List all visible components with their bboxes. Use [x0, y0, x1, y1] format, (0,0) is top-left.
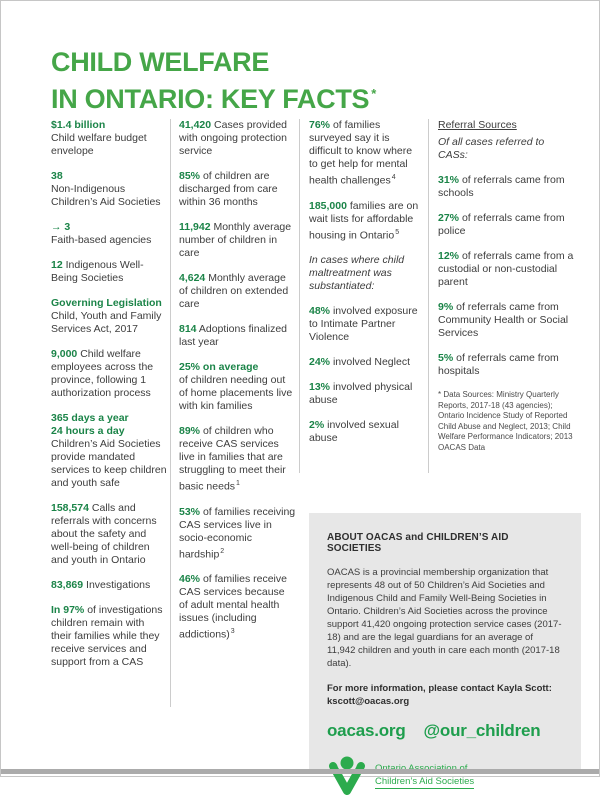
fact-column-families — [309, 119, 423, 457]
fact-text: involved sexual abuse — [309, 419, 399, 444]
fact-lead: 25% on average — [179, 361, 259, 373]
about-heading: ABOUT OACAS and CHILDREN’S AID SOCIETIES — [327, 532, 509, 554]
fact-item — [309, 254, 423, 293]
fact-text: of families receiving CAS services live in socio-economic hardship — [179, 505, 296, 560]
fact-item — [51, 579, 167, 592]
fact-column-system — [51, 119, 167, 681]
fact-text: families are on wait lists for affordable housing in Ontario — [309, 199, 419, 241]
fact-text: of families surveyed say it is difficult to know where to get help for mental health challenges — [309, 119, 413, 187]
fact-item — [179, 425, 296, 494]
footnote-reference: 2 — [220, 547, 225, 555]
fact-lead: 5% — [438, 352, 454, 364]
fact-text: Child welfare employees across the province, following 1 authorization process — [51, 348, 154, 399]
fact-lead: 31% — [438, 174, 460, 186]
fact-column-care — [179, 119, 296, 654]
page-title — [51, 47, 376, 115]
fact-text: of investigations children remain with their families while they receive services and support from a CAS — [51, 604, 163, 668]
fact-item — [179, 506, 296, 562]
links-row — [327, 721, 563, 741]
contact-email: kscott@oacas.org — [327, 696, 410, 707]
fact-lead: 814 — [179, 323, 197, 335]
fact-item — [51, 297, 167, 336]
fact-lead: 12 — [51, 259, 63, 271]
footnote-reference: 1 — [236, 480, 240, 487]
fact-text: Calls and referrals with concerns about the safety and well-being of children and youth in Ontario — [51, 502, 157, 566]
fact-item — [438, 119, 576, 132]
fact-item — [438, 136, 576, 162]
fact-lead: → 3 — [51, 221, 71, 233]
fact-item — [309, 356, 423, 369]
fact-column-referrals — [438, 119, 576, 465]
column-divider-2 — [299, 119, 300, 473]
fact-lead: 46% — [179, 573, 201, 585]
fact-lead: $1.4 billion — [51, 119, 106, 131]
website-link[interactable]: oacas.org — [327, 721, 406, 740]
fact-item — [179, 221, 296, 260]
fact-item — [51, 170, 167, 209]
fact-item — [51, 502, 167, 567]
fact-item — [438, 352, 576, 378]
footnote-reference: 3 — [230, 628, 235, 635]
contact-info — [327, 682, 563, 708]
fact-text: In cases where child maltreatment was substantiated: — [309, 254, 405, 292]
fact-lead: 24 hours a day — [51, 425, 125, 437]
footnote-reference: 4 — [391, 174, 396, 181]
fact-lead: 9,000 — [51, 348, 78, 360]
fact-text: Cases provided with ongoing protection service — [179, 119, 288, 157]
fact-text: involved exposure to Intimate Partner Violence — [309, 305, 418, 343]
fact-item — [438, 250, 576, 289]
fact-text: of families receive CAS services because of adult mental health issues (including addictions) — [179, 573, 287, 641]
oacas-logo-text — [375, 762, 474, 788]
fact-item — [51, 119, 167, 158]
fact-text: of referrals came from hospitals — [438, 352, 559, 377]
fact-lead: 41,420 — [179, 119, 212, 131]
about-body: OACAS is a provincial membership organization that represents 48 out of 50 Children’s Aid Societies and Indigenous Child and Family Well-Being Societies in Ontario. Children’s Aid Societies across the province support 41,420 ongoing protection service cases (2017-18) and are the legal guardians for an average of 11,942 children and youth in care each month (2017-18 data). — [327, 567, 562, 669]
fact-item — [179, 272, 296, 311]
fact-text: Monthly average number of children in care — [179, 221, 292, 259]
fact-text: Monthly average of children on extended care — [179, 272, 289, 310]
fact-item — [309, 381, 423, 407]
fact-text: Referral Sources — [438, 119, 517, 131]
fact-item — [179, 361, 296, 413]
fact-text: Non-Indigenous Children’s Aid Societies — [51, 183, 161, 208]
data-sources-footnote — [438, 390, 576, 453]
fact-text: of children needing out of home placements live with kin families — [179, 374, 293, 412]
fact-lead: 185,000 — [309, 199, 347, 212]
fact-text: Faith-based agencies — [51, 234, 152, 246]
logo-text-line-2: Children’s Aid Societies — [375, 776, 475, 787]
fact-item — [309, 419, 423, 445]
fact-lead: 27% — [438, 212, 460, 224]
fact-text: Indigenous Well-Being Societies — [51, 259, 144, 284]
fact-text: involved physical abuse — [309, 381, 413, 406]
fact-item — [179, 170, 296, 209]
fact-text: Adoptions finalized last year — [179, 323, 288, 348]
fact-lead: 38 — [51, 170, 63, 182]
fact-item — [51, 604, 167, 669]
fact-text: Child, Youth and Family Services Act, 2017 — [51, 310, 162, 335]
fact-lead: 48% — [309, 305, 331, 317]
fact-text: Investigations — [86, 579, 151, 591]
fact-lead: Governing Legislation — [51, 297, 162, 309]
fact-text: Child welfare budget envelope — [51, 132, 147, 157]
page-bottom-edge — [1, 769, 599, 774]
fact-item — [51, 348, 167, 400]
oacas-logo — [327, 753, 563, 797]
title-footnote-marker: * — [371, 86, 376, 101]
column-divider-3 — [428, 119, 429, 473]
fact-lead: In 97% — [51, 604, 85, 616]
fact-item — [309, 305, 423, 344]
fact-text: involved Neglect — [332, 356, 410, 368]
fact-lead: 4,624 — [179, 272, 206, 284]
fact-text: of referrals came from Community Health or Social Services — [438, 301, 569, 339]
fact-lead: 89% — [179, 425, 201, 437]
fact-text: Children’s Aid Societies provide mandated services to keep children and youth safe — [51, 438, 167, 489]
title-line-2: IN ONTARIO: KEY FACTS — [51, 84, 370, 114]
about-box — [309, 513, 581, 787]
fact-lead: 85% — [179, 170, 201, 182]
fact-lead: 11,942 — [179, 221, 211, 233]
fact-lead: 13% — [309, 381, 331, 393]
fact-text: of referrals came from a custodial or non-custodial parent — [438, 250, 574, 288]
fact-text: of referrals came from schools — [438, 174, 565, 199]
fact-lead: 2% — [309, 419, 325, 431]
fact-text: * Data Sources: Ministry Quarterly Reports, 2017-18 (43 agencies); Ontario Incidence Study of Reported Child Abuse and Neglect, 2013; Child Welfare Performance Indicators; 2013 OACAS Data — [438, 390, 573, 452]
fact-lead: 76% — [309, 119, 331, 131]
fact-item — [438, 212, 576, 238]
fact-item — [51, 221, 167, 247]
fact-item — [438, 301, 576, 340]
contact-line: For more information, please contact Kayla Scott: — [327, 683, 552, 694]
fact-text: of children who receive CAS services live in families that are struggling to meet their basic needs — [179, 425, 286, 493]
fact-lead: 53% — [179, 505, 201, 518]
fact-lead: 12% — [438, 250, 460, 262]
fact-lead: 158,574 — [51, 502, 89, 514]
fact-item — [51, 259, 167, 285]
fact-lead: 24% — [309, 356, 331, 368]
fact-lead: 365 days a year — [51, 412, 129, 424]
fact-lead: 9% — [438, 301, 454, 313]
twitter-handle-link[interactable]: @our_children — [423, 721, 541, 740]
fact-lead: 83,869 — [51, 579, 84, 591]
fact-text: Of all cases referred to CASs: — [438, 136, 545, 161]
fact-item — [309, 200, 423, 243]
fact-item — [179, 323, 296, 349]
title-line-1: CHILD WELFARE — [51, 47, 270, 77]
footnote-reference: 5 — [395, 228, 400, 236]
oacas-logo-icon — [327, 753, 367, 797]
fact-item — [179, 119, 296, 158]
fact-item — [179, 573, 296, 642]
column-divider-1 — [170, 119, 171, 707]
fact-text: of children are discharged from care within 36 months — [179, 170, 278, 208]
fact-item — [309, 119, 423, 188]
fact-text: of referrals came from police — [438, 212, 565, 237]
fact-item — [51, 412, 167, 490]
fact-item — [438, 174, 576, 200]
